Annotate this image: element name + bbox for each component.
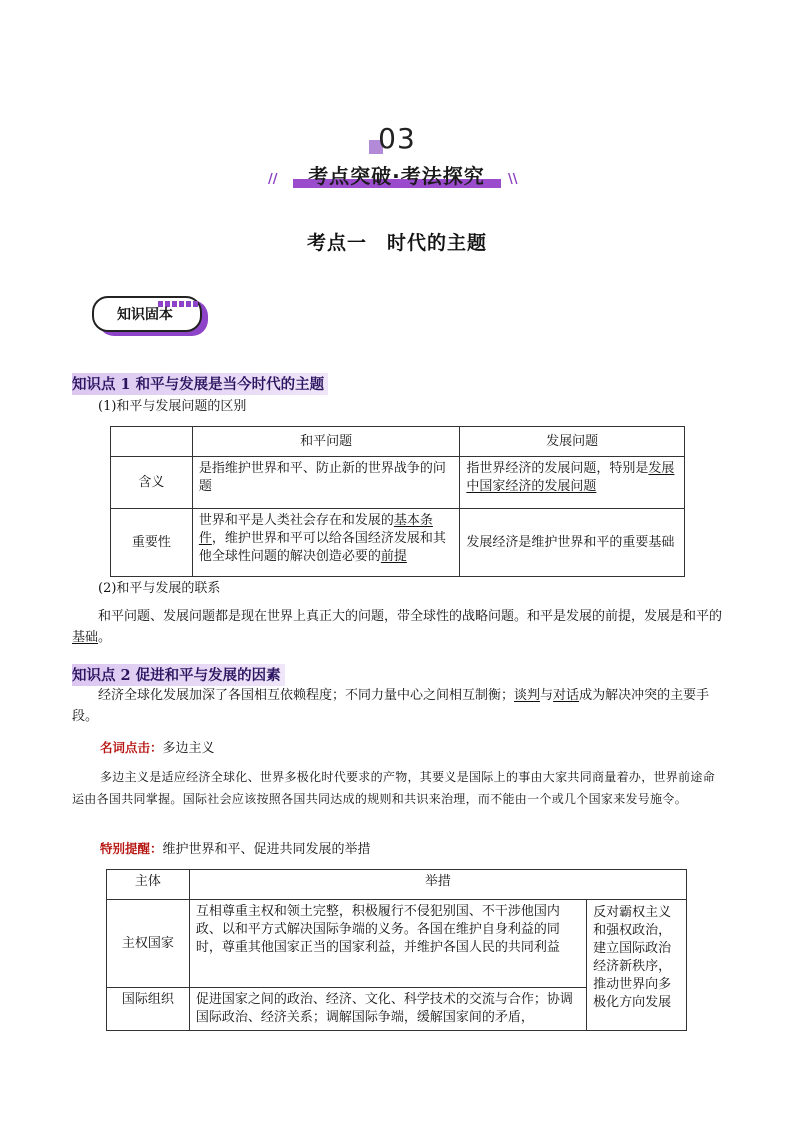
term-explanation: 多边主义是适应经济全球化、世界多极化时代要求的产物，其要义是国际上的事由大家共同商量着办，世界前途命运由各国共同掌握。国际社会应该按照各国共同达成的规则和共识来治理，而不能由一个或几个国家来发号施令。 [72,770,716,806]
kp2-paragraph: 经济全球化发展加深了各国相互依赖程度；不同力量中心之间相互制衡；谈判与对话成为解决冲突的主要手段。 [72,688,710,724]
table-header-development: 发展问题 [460,427,685,457]
section-title: 考点突破·考法探究 [308,164,485,188]
knowledge-point-1-heading: 知识点 1 和平与发展是当今时代的主题 [72,373,328,395]
row-label-meaning: 含义 [111,457,193,509]
measure-sovereign-states: 互相尊重主权和领土完整，积极履行不侵犯别国、不干涉他国内政、以和平方式解决国际争端的义务。各国在维护自身利益的同时，尊重其他国家正当的国家利益，并维护各国人民的共同利益 [189,900,586,988]
kp1-subheading-1: (1)和平与发展问题的区别 [98,399,247,414]
cell-development-importance: 发展经济是维护世界和平的重要基础 [460,509,685,577]
reminder-text: 维护世界和平、促进共同发展的举措 [162,842,371,857]
badge-label: 知识固本 [117,307,173,323]
common-measure-note: 反对霸权主义和强权政治，建立国际政治经济新秩序，推动世界向多极化方向发展 [587,900,687,1031]
kp1-subheading-2: (2)和平与发展的联系 [98,581,221,596]
cell-peace-meaning: 是指维护世界和平、防止新的世界战争的问题 [192,457,460,509]
term-highlight [100,737,215,756]
subject-sovereign-states: 主权国家 [107,900,190,988]
measures-table [106,869,687,1031]
reminder-label: 特别提醒： [100,841,163,856]
peace-development-table [110,426,685,577]
term-name: 多边主义 [162,741,215,756]
decor-slash-left: // [268,172,278,187]
term-label: 名词点击： [100,740,163,755]
measure-international-organizations: 促进国家之间的政治、经济、文化、科学技术的交流与合作；协调国际政治、经济关系；调解国际争端，缓解国家间的矛盾， [189,988,586,1031]
special-reminder [100,838,371,857]
kp1-paragraph: 和平问题、发展问题都是现在世界上真正大的问题，带全球性的战略问题。和平是发展的前提，发展是和平的基础。 [72,609,723,645]
section-number: 03 [378,122,416,155]
knowledge-point-2-heading: 知识点 2 促进和平与发展的因素 [72,664,285,686]
table-header-empty [111,427,193,457]
table-header-subject: 主体 [107,870,190,900]
table-header-measures: 举措 [189,870,686,900]
point-title: 考点一 时代的主题 [306,232,487,254]
badge-dots [158,292,200,298]
subject-international-organizations: 国际组织 [107,988,190,1031]
cell-peace-importance: 世界和平是人类社会存在和发展的基本条件，维护世界和平可以给各国经济发展和其他全球性问题的解决创造必要的前提 [192,509,460,577]
cell-development-meaning: 指世界经济的发展问题，特别是发展中国家经济的发展问题 [460,457,685,509]
table-header-peace: 和平问题 [192,427,460,457]
decor-slash-right: \\ [508,172,518,187]
row-label-importance: 重要性 [111,509,193,577]
